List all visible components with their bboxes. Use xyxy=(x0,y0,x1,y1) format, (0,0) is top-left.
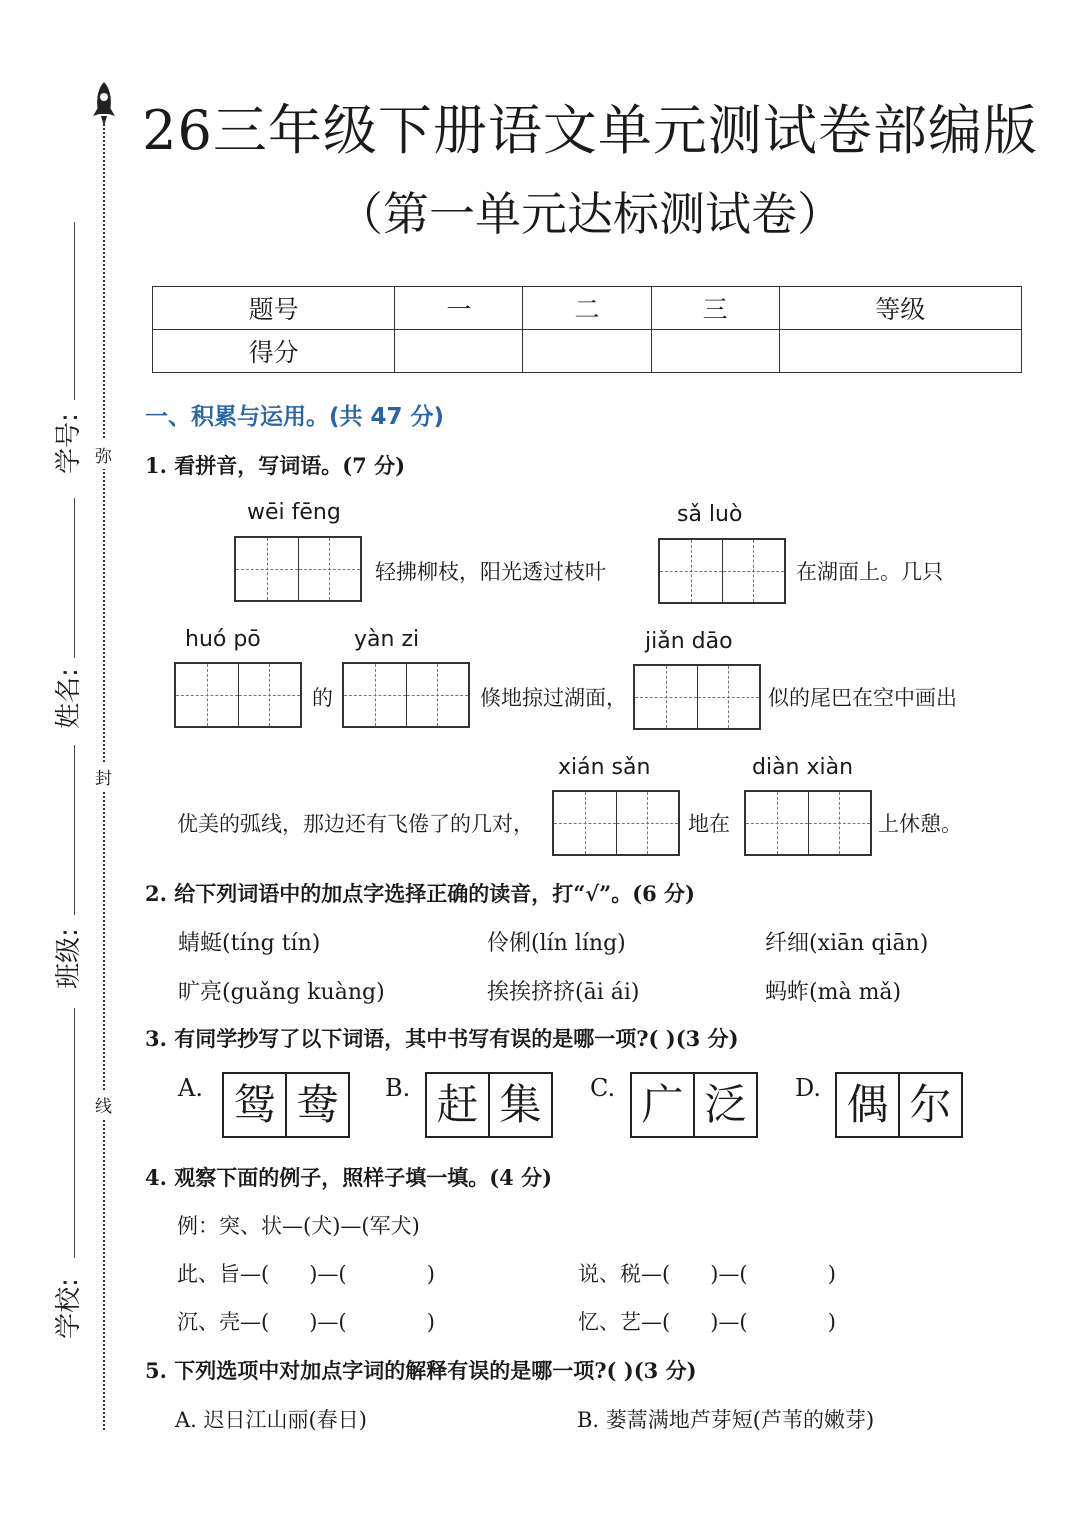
score-table-row xyxy=(153,330,1022,373)
score-cell[interactable] xyxy=(651,330,779,373)
score-cell[interactable] xyxy=(523,330,651,373)
answer-grid[interactable] xyxy=(234,536,362,602)
pinyin-label: xián sǎn xyxy=(558,755,651,780)
pronunciation-item[interactable] xyxy=(487,975,639,1006)
passage-text: 在湖面上。几只 xyxy=(796,560,943,584)
answer-option-a[interactable]: A. 迟日江山丽(春日) xyxy=(175,1408,367,1432)
page-subtitle: （第一单元达标测试卷） xyxy=(337,187,843,241)
choice-letter[interactable]: A. xyxy=(178,1074,203,1102)
pronunciation-options: (guǎng kuàng) xyxy=(222,980,385,1005)
pronunciation-item[interactable] xyxy=(178,975,385,1006)
question-5-title: 5. 下列选项中对加点字词的解释有误的是哪一项?( )(3 分) xyxy=(145,1358,697,1383)
pinyin-label: sǎ luò xyxy=(677,502,743,527)
choice-char: 鸯 xyxy=(285,1074,348,1136)
choice-letter[interactable]: D. xyxy=(795,1074,822,1102)
answer-grid[interactable] xyxy=(633,664,761,730)
pronunciation-word: 挨挨挤挤 xyxy=(487,980,576,1005)
class-line xyxy=(74,745,75,915)
pinyin-label: diàn xiàn xyxy=(752,755,854,780)
passage-text: 似的尾巴在空中画出 xyxy=(768,686,957,710)
pronunciation-options: (tíng tín) xyxy=(222,931,321,956)
pronunciation-item[interactable] xyxy=(487,926,626,957)
student-id-line xyxy=(74,222,75,400)
pronunciation-word: 旷亮 xyxy=(178,980,223,1005)
choice-letter[interactable]: C. xyxy=(590,1074,616,1102)
score-header-cell: 题号 xyxy=(153,287,395,330)
class-label: 班级: xyxy=(53,928,84,989)
choice-char: 集 xyxy=(488,1074,551,1136)
score-header-cell: 二 xyxy=(523,287,651,330)
score-header-cell: 一 xyxy=(395,287,523,330)
answer-grid[interactable] xyxy=(744,790,872,856)
pronunciation-item[interactable] xyxy=(765,926,928,957)
choice-char: 泛 xyxy=(693,1074,756,1136)
choice-box-b[interactable] xyxy=(425,1072,553,1138)
question-1-title: 1. 看拼音，写词语。(7 分) xyxy=(145,453,406,478)
choice-box-a[interactable] xyxy=(222,1072,350,1138)
score-cell[interactable] xyxy=(779,330,1021,373)
passage-text: 倏地掠过湖面， xyxy=(480,686,627,710)
passage-text: 地在 xyxy=(688,812,730,836)
passage-text: 优美的弧线，那边还有飞倦了的几对， xyxy=(177,812,534,836)
fill-item[interactable]: 沉、壳—( )—( ) xyxy=(177,1310,435,1334)
pronunciation-word: 蜻蜓 xyxy=(178,931,223,956)
pronunciation-item[interactable] xyxy=(765,975,901,1006)
answer-grid[interactable] xyxy=(658,538,786,604)
school-label: 学校: xyxy=(53,1278,84,1339)
fill-item[interactable]: 说、税—( )—( ) xyxy=(578,1262,836,1286)
choice-char: 鸳 xyxy=(233,1080,276,1129)
question-2-title: 2. 给下列词语中的加点字选择正确的读音，打“√”。(6 分) xyxy=(145,881,695,906)
pinyin-label: yàn zi xyxy=(354,627,420,652)
seal-char-feng: 封 xyxy=(95,762,112,791)
score-cell[interactable] xyxy=(395,330,523,373)
score-header-cell: 三 xyxy=(651,287,779,330)
answer-option-b[interactable]: B. 蒌蒿满地芦芽短(芦苇的嫩芽) xyxy=(577,1408,875,1432)
pinyin-label: huó pō xyxy=(185,627,261,652)
pronunciation-word: 纤细 xyxy=(765,931,810,956)
pronunciation-word: 蚂蚱 xyxy=(765,980,810,1005)
seal-char-xian: 线 xyxy=(95,1090,112,1119)
fill-item[interactable]: 忆、艺—( )—( ) xyxy=(578,1310,836,1334)
pronunciation-options: (xiān qiān) xyxy=(809,931,929,956)
score-row-label: 得分 xyxy=(153,330,395,373)
pronunciation-options: (mà mǎ) xyxy=(809,980,902,1005)
page-title: 26三年级下册语文单元测试卷部编版 xyxy=(142,99,1038,162)
name-label: 姓名: xyxy=(53,668,84,729)
choice-char: 偶 xyxy=(846,1080,889,1129)
school-line xyxy=(74,1008,75,1258)
section-heading: 一、积累与运用。(共 47 分) xyxy=(145,404,445,430)
pronunciation-options: (āi ái) xyxy=(575,980,640,1005)
name-line xyxy=(74,498,75,658)
passage-text: 轻拂柳枝，阳光透过枝叶 xyxy=(375,560,606,584)
choice-char: 赶 xyxy=(436,1080,479,1129)
question-3-title: 3. 有同学抄写了以下词语，其中书写有误的是哪一项?( )(3 分) xyxy=(145,1026,739,1051)
fill-item[interactable]: 此、旨—( )—( ) xyxy=(177,1262,435,1286)
example-line: 例：突、状—(犬)—(军犬) xyxy=(177,1214,420,1238)
student-id-label: 学号: xyxy=(53,413,84,474)
pronunciation-options: (lín líng) xyxy=(531,931,626,956)
pinyin-label: jiǎn dāo xyxy=(645,629,733,654)
question-4-title: 4. 观察下面的例子，照样子填一填。(4 分) xyxy=(145,1165,553,1190)
answer-grid[interactable] xyxy=(342,662,470,728)
choice-char: 广 xyxy=(641,1080,684,1129)
passage-text: 上休憩。 xyxy=(878,812,962,836)
choice-letter[interactable]: B. xyxy=(385,1074,411,1102)
pinyin-label: wēi fēng xyxy=(247,500,341,525)
choice-char: 尔 xyxy=(898,1074,961,1136)
choice-box-c[interactable] xyxy=(630,1072,758,1138)
score-table-header-row xyxy=(153,287,1022,330)
score-table xyxy=(152,286,1022,373)
pronunciation-item[interactable] xyxy=(178,926,320,957)
answer-grid[interactable] xyxy=(174,662,302,728)
choice-box-d[interactable] xyxy=(835,1072,963,1138)
score-header-cell: 等级 xyxy=(779,287,1021,330)
answer-grid[interactable] xyxy=(552,790,680,856)
seal-char-mi: 弥 xyxy=(95,440,112,469)
passage-text: 的 xyxy=(312,686,333,710)
pronunciation-word: 伶俐 xyxy=(487,931,532,956)
